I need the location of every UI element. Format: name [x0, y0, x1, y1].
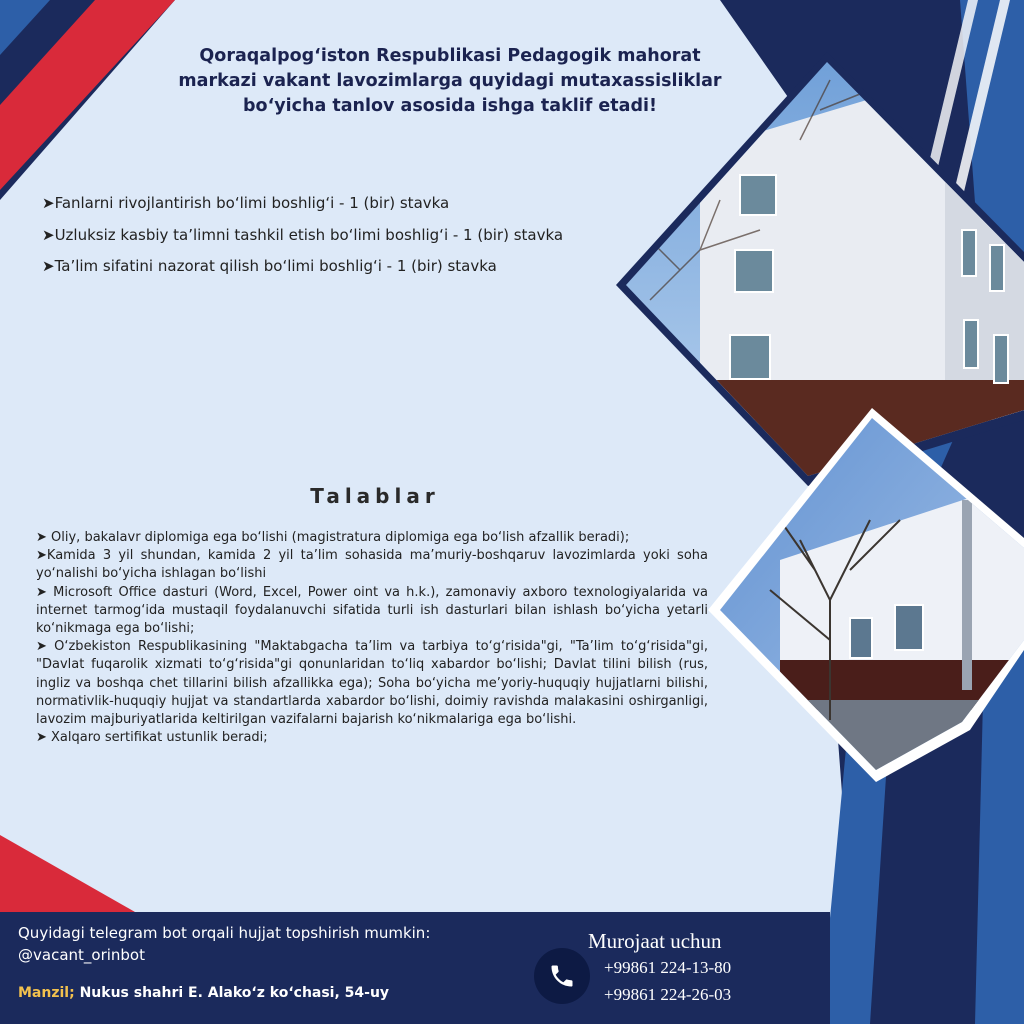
requirements-heading: Talablar [310, 484, 440, 508]
vacancy-list [42, 188, 602, 283]
requirement-item: ➤ Oliy, bakalavr diplomiga ega bo‘lishi (magistratura diplomiga ega bo‘lish afzallik beradi); [36, 530, 630, 545]
footer-info [18, 922, 528, 1004]
vacancy-item: ➤Fanlarni rivojlantirish bo‘limi boshlig‘i - 1 (bir) stavka [42, 194, 450, 212]
requirement-item: ➤Kamida 3 yil shundan, kamida 2 yil ta’lim sohasida ma’muriy-boshqaruv lavozimlarda yoki soha yo‘nalishi bo‘yicha ishlagan bo‘lishi [36, 548, 708, 582]
address [18, 982, 528, 1004]
requirement-item: ➤ Xalqaro sertifikat ustunlik beradi; [36, 730, 268, 746]
phone-icon [534, 948, 590, 1004]
requirement-item: ➤ Microsoft Office dasturi (Word, Excel, Power oint va h.k.), zamonaviy axboro texnologiyalarida va internet tarmog‘ida mustaqil foydalanuvchi sifatida turli ish dasturlari bilan ishlash bo‘yicha yetarli ko‘nikmaga ega bo‘lishi; [36, 584, 708, 637]
address-label: Manzil; [18, 985, 75, 1001]
title-line-1: Qoraqalpog‘iston Respublikasi Pedagogik mahorat [199, 46, 701, 66]
title-line-3: bo‘yicha tanlov asosida ishga taklif etadi! [243, 96, 657, 116]
title-line-2: markazi vakant lavozimlarga quyidagi mutaxassisliklar [178, 71, 722, 91]
telegram-text: Quyidagi telegram bot orqali hujjat topshirish mumkin: [18, 924, 431, 942]
page-title [150, 44, 750, 119]
telegram-bot-link[interactable]: @vacant_orinbot [18, 946, 145, 964]
requirement-item: ➤ O‘zbekiston Respublikasining "Maktabgacha ta’lim va tarbiya to‘g‘risida"gi, "Ta’lim to‘g‘risida"gi, "Davlat fuqarolik xizmati to‘g‘risida"gi qonunlaridan to‘liq xabardor bo‘lishi; Davlat tilini bilish (rus, ingliz va boshqa chet tillarini bilish afzallikka ega); Soha bo‘yicha me’yoriy-huquqiy hujjatlarni bilishi, normativlik-huquqiy hujjat va standartlarda xabardor bo‘lishi, doimiy ravishda malakasini oshirganligi, lavozim majburiyatlarida keltirilgan vazifalarni bajarish ko‘nikmalariga ega bo‘lishi. [36, 639, 708, 728]
phone-number[interactable]: +99861 224-26-03 [604, 985, 732, 1004]
contact-block [588, 929, 731, 1008]
vacancy-item: ➤Uzluksiz kasbiy ta’limni tashkil etish bo‘limi boshlig‘i - 1 (bir) stavka [42, 225, 564, 244]
requirements-list [36, 529, 708, 747]
vacancy-item: ➤Ta’lim sifatini nazorat qilish bo‘limi boshlig‘i - 1 (bir) stavka [42, 257, 497, 275]
contact-title: Murojaat uchun [588, 929, 722, 953]
phone-number[interactable]: +99861 224-13-80 [604, 958, 732, 977]
address-text: Nukus shahri E. Alako‘z ko‘chasi, 54-uy [79, 985, 390, 1001]
